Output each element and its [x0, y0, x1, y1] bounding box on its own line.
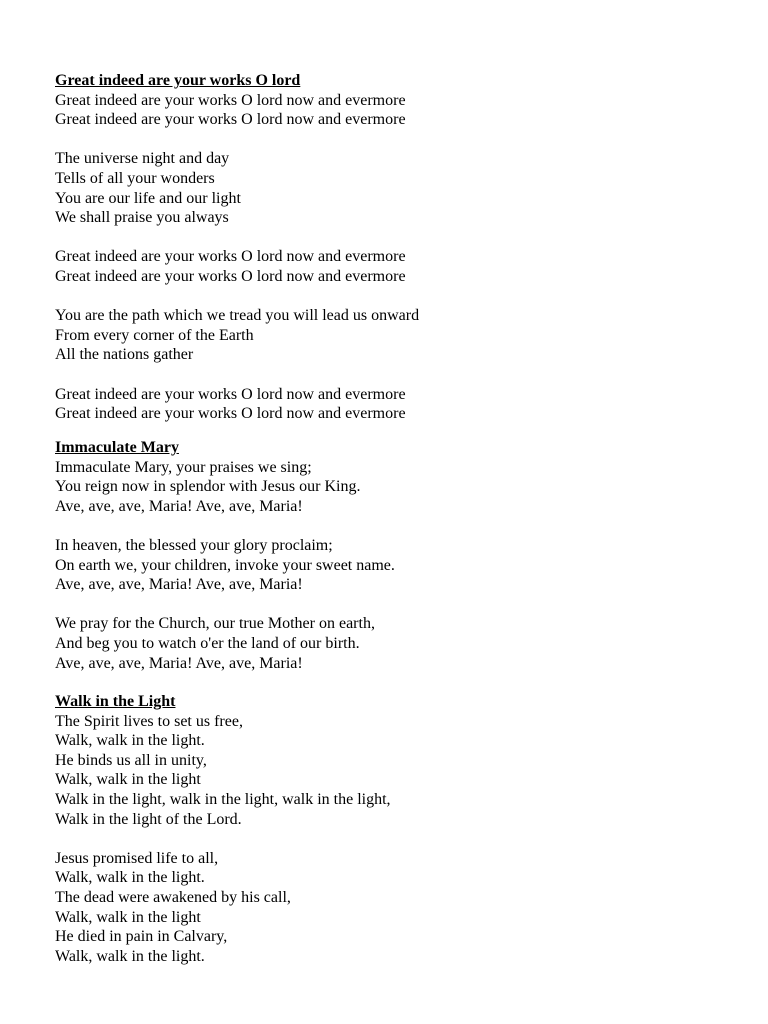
- lyric-line: He died in pain in Calvary,: [55, 928, 228, 946]
- lyric-line: Great indeed are your works O lord now and evermore: [55, 385, 406, 403]
- lyric-line: He binds us all in unity,: [55, 751, 207, 769]
- lyric-line: Great indeed are your works O lord now and evermore: [55, 267, 406, 285]
- lyric-line: Great indeed are your works O lord now and evermore: [55, 111, 406, 129]
- lyric-line: Walk, walk in the light.: [55, 947, 205, 965]
- stanza: [55, 247, 419, 286]
- stanza: [55, 385, 419, 424]
- lyric-line: Immaculate Mary, your praises we sing;: [55, 458, 312, 476]
- lyric-line: You are our life and our light: [55, 189, 241, 207]
- lyric-line: Ave, ave, ave, Maria! Ave, ave, Maria!: [55, 576, 303, 594]
- lyric-line: Great indeed are your works O lord now and evermore: [55, 248, 406, 266]
- lyric-line: Jesus promised life to all,: [55, 849, 219, 867]
- lyric-line: And beg you to watch o'er the land of our birth.: [55, 634, 360, 652]
- stanza: [55, 91, 419, 130]
- lyric-line: Ave, ave, ave, Maria! Ave, ave, Maria!: [55, 654, 303, 672]
- lyric-line: Walk in the light, walk in the light, walk in the light,: [55, 790, 391, 808]
- stanza: [55, 614, 395, 673]
- stanza: [55, 536, 395, 595]
- lyric-line: You are the path which we tread you will lead us onward: [55, 307, 420, 325]
- lyric-line: From every corner of the Earth: [55, 326, 254, 344]
- stanza: [55, 712, 391, 830]
- lyric-line: The universe night and day: [55, 150, 230, 168]
- lyric-line: Walk, walk in the light: [55, 771, 201, 789]
- lyric-line: On earth we, your children, invoke your sweet name.: [55, 556, 395, 574]
- lyric-line: Great indeed are your works O lord now and evermore: [55, 405, 406, 423]
- stanza: [55, 149, 419, 227]
- stanza: [55, 306, 419, 365]
- song-title: Immaculate Mary: [55, 439, 179, 456]
- lyric-line: Tells of all your wonders: [55, 169, 215, 187]
- lyric-line: Walk in the light of the Lord.: [55, 810, 242, 828]
- lyric-line: We pray for the Church, our true Mother on earth,: [55, 615, 375, 633]
- lyric-line: The Spirit lives to set us free,: [55, 712, 243, 730]
- lyric-line: In heaven, the blessed your glory proclaim;: [55, 536, 333, 554]
- stanza: [55, 458, 395, 517]
- stanza: [55, 849, 391, 967]
- song-title: Great indeed are your works O lord: [55, 72, 301, 89]
- song-immaculate-mary: [55, 438, 395, 673]
- lyric-line: Walk, walk in the light.: [55, 732, 205, 750]
- lyric-line: The dead were awakened by his call,: [55, 888, 291, 906]
- lyric-line: You reign now in splendor with Jesus our King.: [55, 478, 361, 496]
- song-great-indeed: [55, 71, 419, 424]
- lyric-line: Great indeed are your works O lord now and evermore: [55, 91, 406, 109]
- song-title: Walk in the Light: [55, 693, 176, 710]
- lyric-line: Walk, walk in the light: [55, 908, 201, 926]
- lyric-line: Walk, walk in the light.: [55, 869, 205, 887]
- song-walk-in-the-light: [55, 692, 391, 966]
- lyric-line: We shall praise you always: [55, 209, 229, 227]
- lyric-line: All the nations gather: [55, 346, 194, 364]
- lyric-line: Ave, ave, ave, Maria! Ave, ave, Maria!: [55, 497, 303, 515]
